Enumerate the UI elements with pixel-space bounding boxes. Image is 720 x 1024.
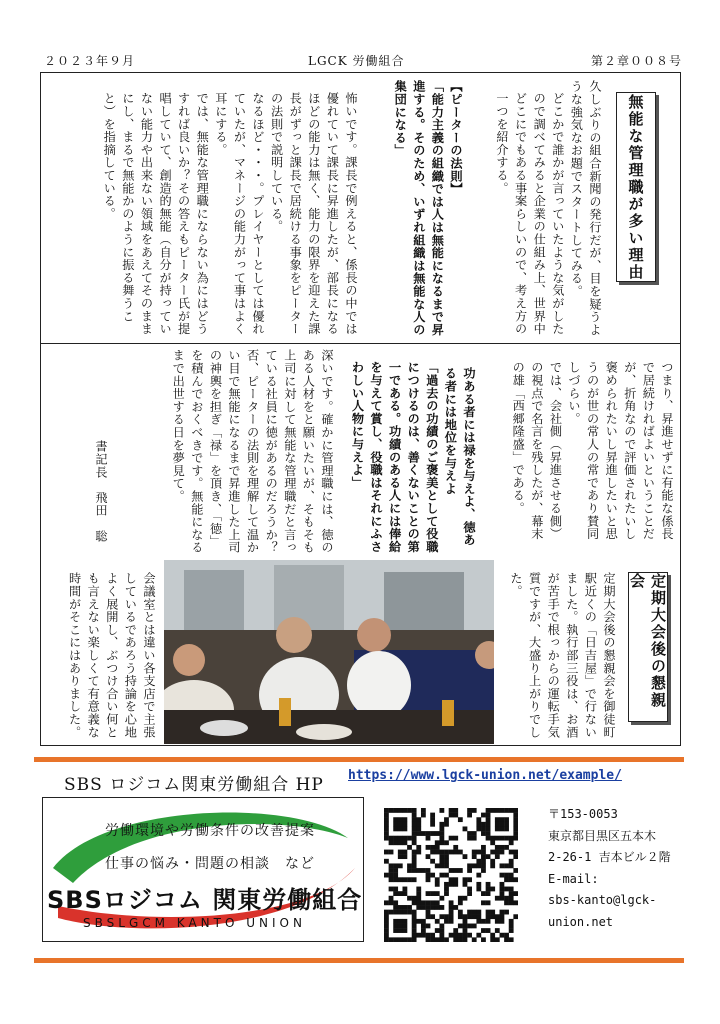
address-block (548, 804, 671, 933)
qr-code-graphic (384, 808, 518, 942)
union-logo (42, 797, 364, 942)
article-title: 無能な管理職が多い理由 (616, 92, 656, 282)
address-line: 東京都目黒区五本木 (548, 828, 657, 843)
quote-long: 「過去の功績のご褒美として役職につけるのは、善くないことの第一である。功績のある人には俸給を与えて賞し、役職はそれにふさわしい人物に与えよ」 (350, 361, 439, 554)
issue-date: ２０２３年９月 (44, 54, 136, 68)
intro-paragraph: どこかで誰かが言っていたような気がしたので調べてみると企業の仕組み上、世界中どこにでもある事案らしいので、考え方の一つを紹介する。 (495, 92, 565, 336)
social-event-title: 定期大会後の懇親会 (628, 572, 668, 722)
party-photo-illustration (164, 560, 494, 744)
body-paragraph: なるほど・・・。プレイヤーとしては優れていたが、マネージの能力がって事はよく耳にする。 (213, 92, 266, 336)
row-divider (40, 343, 681, 344)
body-paragraph: 怖いです。課長で例えると、係長の中では優れていて課長に昇進したが、部長になるほどの能力は無く、能力の限界を迎えた課長がずっと課長で居続ける事象をピーターの法則で説明している。 (269, 92, 358, 336)
law-text: 「能力主義の組織では人は無能になるまで昇進する。そのため、いずれ組織は無能な人の集団になる」 (393, 80, 445, 336)
social-event-text (506, 572, 618, 742)
organization-name: LGCK 労働組合 (308, 54, 405, 68)
logo-line-2: 仕事の悩み・問題の相談 など (105, 856, 315, 872)
event-paragraph: 会議室とは違い各支店で主張しているであろう持論を心地よく展開し、ぶつけ合い何とも言えない楽しくて有意義な時間がそこにはありました。 (67, 572, 156, 739)
qr-code[interactable] (384, 808, 518, 942)
issue-number: 第２章００８号 (590, 54, 682, 68)
event-paragraph: 定期大会後の懇親会を御徒町駅近くの「日吉屋」で行ないました。執行部三役は、お酒が苦手で根っからの運転手気質ですが、大盛り上がりでした。 (509, 572, 616, 739)
logo-line-1: 労働環境や労働条件の改善提案 (105, 823, 315, 839)
email-value: sbs-kanto@lgck- (548, 893, 657, 907)
body-paragraph: では、無能な管理職にならない為にはどうすれば良いか？その答えもピーター氏が提唱していて、創造的無能（自分が持っていない能力や出来ない領域をあえてそのままにし、まるで無能かのように振る舞うこと）を指摘している。 (102, 92, 210, 336)
article-intro (470, 80, 604, 338)
email-value: union.net (548, 914, 614, 929)
article-conclusion (164, 349, 336, 554)
accent-bar-top (34, 757, 684, 762)
party-photo (164, 560, 494, 744)
author-signature: 書記長 飛田 聡 (94, 440, 108, 543)
body-paragraph: 深いです。確かに管理職には、徳のある人材をと願いたいが、そもそも上司に対して無能な管理職だと言っている社員に徳があるのだろうか？ (264, 349, 334, 554)
body-paragraph: では、会社側（昇進させる側）の視点で名言を残したが、幕末の雄「西郷隆盛」である。 (511, 361, 563, 541)
hp-title: SBS ロジコム関東労働組合 HP (64, 775, 324, 795)
body-paragraph: つまり、昇進せずに有能な係長で居続ければよいということだが、折角なので評価されたいし褒められたいし昇進したいと思うのが世の常人の常であり賛同しづらい。 (567, 361, 674, 541)
body-paragraph: 否、ピーターの法則を理解して温かい目で無能になるまで昇進した上司の神輿を担ぎ「禄」を頂き、「徳」を積んでおくべきです。無能になるまで出世する日を夢見て。 (171, 349, 260, 554)
logo-sub: SBSLGCM KANTO UNION (83, 916, 306, 930)
saigo-quotes (340, 349, 478, 554)
address-line: 2-26-1 吉本ビル２階 (548, 850, 671, 864)
homepage-link[interactable]: https://www.lgck-union.net/example/ (348, 768, 622, 783)
logo-name: SBSロジコム 関東労働組合 (47, 886, 363, 914)
email-label: E-mail: (548, 871, 599, 886)
law-heading: 【ピーターの法則】 (449, 80, 463, 196)
social-event-text-2 (46, 572, 158, 742)
accent-bar-bottom (34, 958, 684, 963)
article-body-top (46, 80, 360, 338)
quote-short: 功ある者には禄を与えよ、徳ある者には地位を与えよ (443, 367, 476, 547)
peter-law-box (365, 80, 465, 338)
intro-paragraph: 久しぶりの組合新聞の発行だが、目を疑うような強気なお題でスタートしてみる。 (569, 80, 602, 336)
article-body-bottom-right (482, 349, 676, 549)
postal-code: 〒153-0053 (548, 807, 618, 821)
